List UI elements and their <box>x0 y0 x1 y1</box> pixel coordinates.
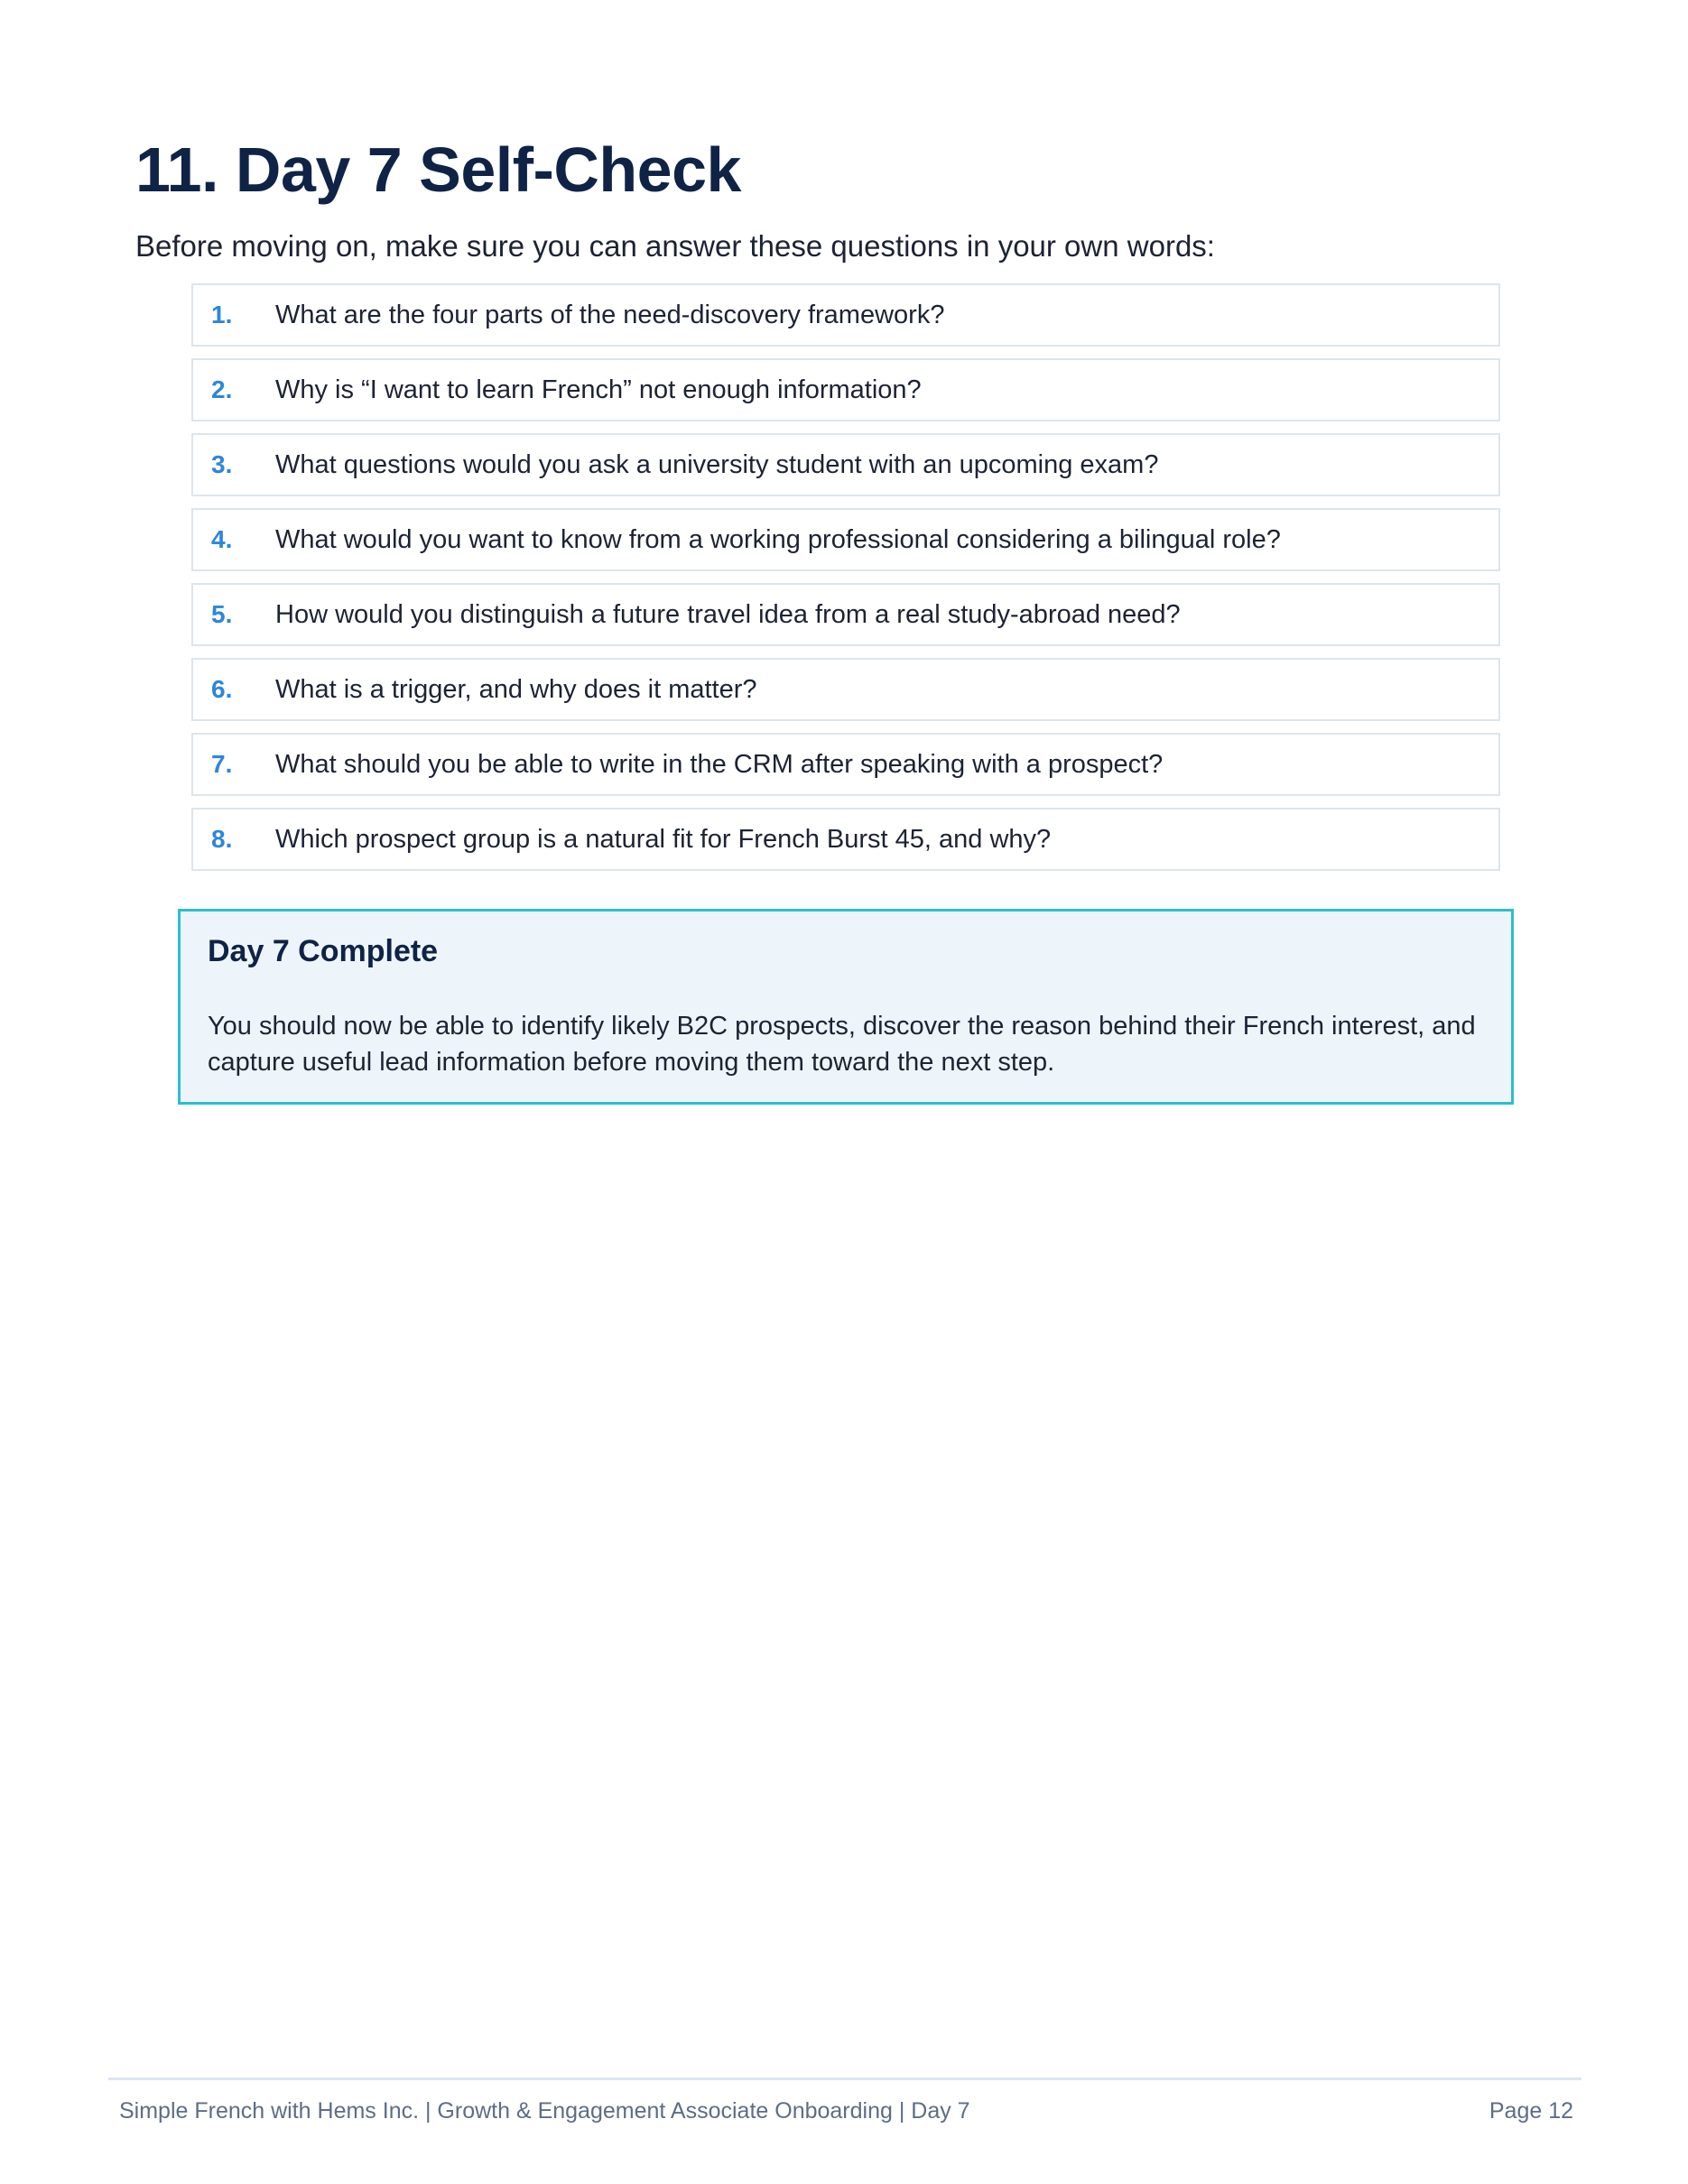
question-number: 8. <box>211 825 233 853</box>
footer-page-number: Page 12 <box>1489 2098 1573 2124</box>
question-number: 1. <box>211 301 233 329</box>
question-item <box>191 433 1500 496</box>
callout-body: You should now be able to identify likely B2C prospects, discover the reason behind their French interest, and capture useful lead information before moving them toward the next step. <box>208 1011 1476 1077</box>
question-text: Why is “I want to learn French” not enough information? <box>275 375 922 404</box>
question-text: How would you distinguish a future travel idea from a real study-abroad need? <box>275 599 1181 629</box>
question-number: 6. <box>211 675 233 703</box>
question-number: 7. <box>211 750 233 778</box>
footer-document-info: Simple French with Hems Inc. | Growth & Engagement Associate Onboarding | Day 7 <box>119 2098 970 2124</box>
question-item <box>191 583 1500 646</box>
question-number: 2. <box>211 375 233 403</box>
question-number: 3. <box>211 450 233 478</box>
question-number: 4. <box>211 525 233 553</box>
question-item <box>191 358 1500 421</box>
question-item <box>191 658 1500 721</box>
self-check-question-list <box>191 283 1500 883</box>
question-number: 5. <box>211 600 233 628</box>
question-item <box>191 283 1500 347</box>
question-item <box>191 508 1500 571</box>
question-text: What is a trigger, and why does it matter? <box>275 674 757 704</box>
question-text: What should you be able to write in the CRM after speaking with a prospect? <box>275 749 1164 779</box>
day-complete-callout <box>178 909 1514 1105</box>
callout-title: Day 7 Complete <box>208 934 439 968</box>
footer-divider <box>108 2078 1581 2080</box>
question-text: Which prospect group is a natural fit for French Burst 45, and why? <box>275 824 1052 854</box>
question-text: What questions would you ask a university student with an upcoming exam? <box>275 449 1159 479</box>
page-title: 11. Day 7 Self-Check <box>135 134 741 205</box>
question-text: What would you want to know from a working professional considering a bilingual role? <box>275 524 1281 554</box>
intro-text: Before moving on, make sure you can answer these questions in your own words: <box>135 229 1215 263</box>
question-item <box>191 808 1500 871</box>
question-item <box>191 733 1500 796</box>
question-text: What are the four parts of the need-discovery framework? <box>275 300 945 329</box>
